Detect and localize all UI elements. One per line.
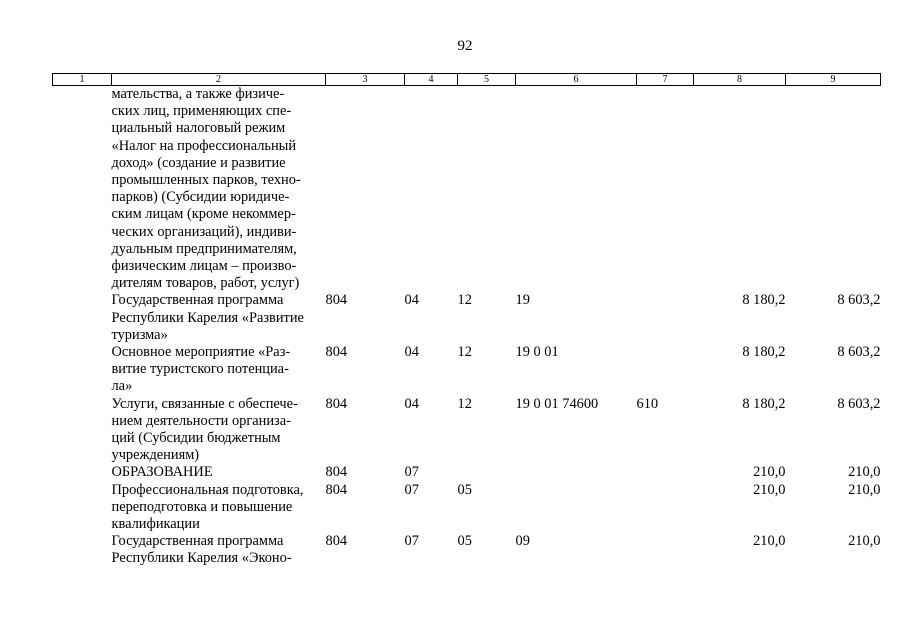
table-row (53, 396, 881, 465)
row-name-line: ским лицам (кроме некоммер- (111, 206, 296, 223)
ministry-code-cell: 804 (325, 481, 348, 498)
row-name-line: ческих организаций), индиви- (111, 223, 297, 240)
ministry-code-cell: 804 (325, 464, 348, 481)
column-header-7: 7 (637, 74, 694, 86)
row-name-line: ла» (111, 378, 133, 395)
section-code-cell: 04 (404, 395, 419, 412)
row-name-line: Основное мероприятие «Раз- (111, 344, 291, 361)
target-article-cell: 09 (515, 533, 530, 550)
row-name-line: дуальным предпринимателям, (111, 240, 297, 257)
target-article-cell: 19 0 01 (515, 344, 559, 361)
subsection-code-cell: 05 (457, 481, 472, 498)
row-name-line: Республики Карелия «Эконо- (111, 550, 292, 567)
row-name-line: промышленных парков, техно- (111, 172, 301, 189)
section-code-cell: 04 (404, 344, 419, 361)
cell-col-6 (516, 86, 637, 293)
subsection-code-cell: 12 (457, 395, 472, 412)
row-name-line: ских лиц, применяющих спе- (111, 103, 292, 120)
row-name (112, 482, 326, 534)
row-name-line: Услуги, связанные с обеспече- (111, 395, 298, 412)
column-header-5: 5 (458, 74, 516, 86)
row-name (112, 292, 326, 344)
amount-col-9-cell: 8 603,2 (837, 395, 881, 412)
ministry-code-cell: 804 (325, 292, 348, 309)
target-article-cell (516, 464, 637, 481)
column-header-6: 6 (516, 74, 637, 86)
expense-type-cell (637, 533, 694, 567)
cell-col-1 (53, 464, 112, 481)
cell-col-1 (53, 292, 112, 344)
row-name-line: циальный налоговый режим (111, 120, 286, 137)
table-row (53, 464, 881, 481)
amount-col-8-cell: 210,0 (753, 533, 786, 550)
cell-col-7 (637, 86, 694, 293)
target-article-cell: 19 (515, 292, 530, 309)
section-code-cell: 07 (404, 533, 419, 550)
table-row-continuation (53, 86, 881, 293)
cell-col-1 (53, 482, 112, 534)
row-name-line: учреждениям) (111, 447, 200, 464)
column-header-2: 2 (112, 74, 326, 86)
target-article-cell (516, 482, 637, 534)
row-name-line: «Налог на профессиональный (111, 137, 297, 154)
cell-col-3 (326, 86, 405, 293)
table-row (53, 482, 881, 534)
row-name-line: ций (Субсидии бюджетным (111, 430, 281, 447)
amount-col-8-cell: 210,0 (753, 464, 786, 481)
row-name (112, 396, 326, 465)
row-name-line: нием деятельности организа- (111, 412, 291, 429)
subsection-code-cell: 05 (457, 533, 472, 550)
table-row (53, 344, 881, 396)
cell-col-1 (53, 344, 112, 396)
expense-type-cell (637, 292, 694, 344)
amount-col-8-cell: 8 180,2 (742, 292, 786, 309)
row-name (112, 344, 326, 396)
row-name-line: доход» (создание и развитие (111, 154, 286, 171)
amount-col-9-cell: 210,0 (848, 481, 881, 498)
budget-table (52, 73, 881, 568)
row-name-line: туризма» (111, 326, 168, 343)
row-name-line: парков) (Субсидии юридиче- (111, 189, 290, 206)
row-name-line: мательства, а также физиче- (111, 86, 285, 102)
table-row (53, 292, 881, 344)
section-code-cell: 07 (404, 481, 419, 498)
amount-col-8-cell: 8 180,2 (742, 344, 786, 361)
cell-col-4 (405, 86, 458, 293)
amount-col-8-cell: 8 180,2 (742, 395, 786, 412)
section-code-cell: 04 (404, 292, 419, 309)
cell-col-1 (53, 86, 112, 293)
row-name-line: Государственная программа (111, 533, 284, 550)
ministry-code-cell: 804 (325, 395, 348, 412)
cell-col-1 (53, 533, 112, 567)
row-name-line: квалификации (111, 516, 200, 533)
page-number: 92 (457, 38, 473, 54)
row-name (112, 533, 326, 567)
row-name-line: дителям товаров, работ, услуг) (111, 275, 300, 292)
amount-col-8-cell: 210,0 (753, 481, 786, 498)
subsection-code-cell: 12 (457, 344, 472, 361)
column-header-3: 3 (326, 74, 405, 86)
cell-col-5 (458, 86, 516, 293)
amount-col-9-cell: 210,0 (848, 464, 881, 481)
row-name-line: витие туристского потенциа- (111, 361, 289, 378)
row-name-line: физическим лицам – произво- (111, 258, 297, 275)
cell-col-1 (53, 396, 112, 465)
subsection-code-cell: 12 (457, 292, 472, 309)
amount-col-9-cell: 210,0 (848, 533, 881, 550)
row-name-line: Профессиональная подготовка, (111, 481, 304, 498)
ministry-code-cell: 804 (325, 344, 348, 361)
row-name (112, 86, 326, 293)
section-code-cell: 07 (404, 464, 419, 481)
row-name-line: Республики Карелия «Развитие (111, 309, 304, 326)
row-name (112, 464, 326, 481)
row-name-line: ОБРАЗОВАНИЕ (111, 464, 213, 481)
subsection-code-cell (458, 464, 516, 481)
expense-type-cell (637, 464, 694, 481)
row-name-line: переподготовка и повышение (111, 498, 293, 515)
cell-col-8 (694, 86, 786, 293)
table-row (53, 533, 881, 567)
expense-type-cell (637, 344, 694, 396)
column-header-9: 9 (786, 74, 881, 86)
amount-col-9-cell: 8 603,2 (837, 344, 881, 361)
column-header-1: 1 (53, 74, 112, 86)
column-header-4: 4 (405, 74, 458, 86)
column-number-header-row (53, 74, 881, 86)
expense-type-cell (637, 482, 694, 534)
cell-col-9 (786, 86, 881, 293)
expense-type-cell: 610 (636, 395, 659, 412)
column-header-8: 8 (694, 74, 786, 86)
row-name-line: Государственная программа (111, 292, 284, 309)
target-article-cell: 19 0 01 74600 (515, 395, 599, 412)
amount-col-9-cell: 8 603,2 (837, 292, 881, 309)
ministry-code-cell: 804 (325, 533, 348, 550)
